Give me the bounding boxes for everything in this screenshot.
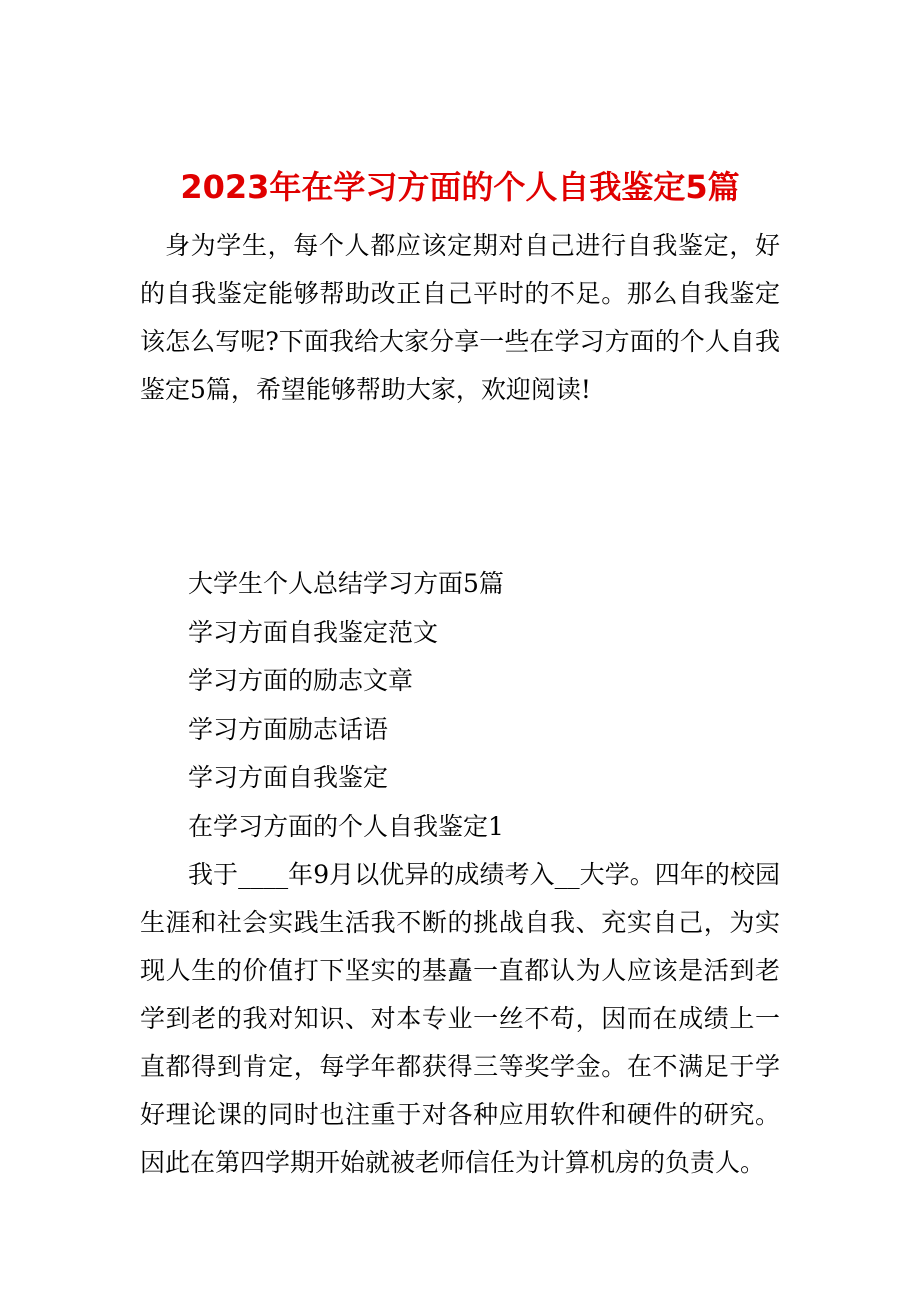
- related-link-3[interactable]: 学习方面的励志文章: [188, 666, 414, 695]
- related-link-5[interactable]: 学习方面自我鉴定: [188, 763, 389, 792]
- related-link-4[interactable]: 学习方面励志话语: [188, 714, 389, 744]
- related-links-list: [188, 560, 504, 851]
- document-title: 2023年在学习方面的个人自我鉴定5篇: [180, 168, 740, 207]
- related-link-1[interactable]: 大学生个人总结学习方面5篇: [188, 569, 504, 598]
- related-link-2[interactable]: 学习方面自我鉴定范文: [188, 617, 439, 647]
- section-heading-1: 在学习方面的个人自我鉴定1: [188, 811, 504, 841]
- body-paragraph: 我于____年9月以优异的成绩考入__大学。四年的校园生涯和社会实践生活我不断的挑战自我、充实自己，为实现人生的价值打下坚实的基矗一直都认为人应该是活到老学到老的我对知识、对本专业一丝不苟，因而在成绩上一直都得到肯定，每学年都获得三等奖学金。在不满足于学好理论课的同时也注重于对各种应用软件和硬件的研究。因此在第四学期开始就被老师信任为计算机房的负责人。: [140, 860, 780, 1177]
- intro-paragraph: 身为学生，每个人都应该定期对自己进行自我鉴定，好的自我鉴定能够帮助改正自己平时的不足。那么自我鉴定该怎么写呢?下面我给大家分享一些在学习方面的个人自我鉴定5篇，希望能够帮助大家，欢迎阅读!: [140, 231, 780, 404]
